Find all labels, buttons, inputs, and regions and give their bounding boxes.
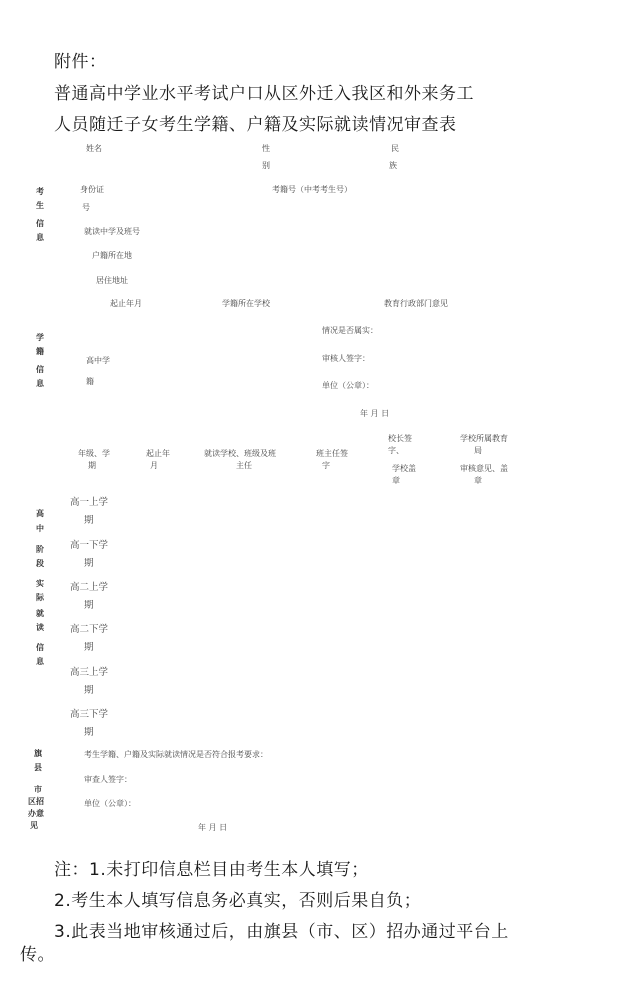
section-label: 见 bbox=[30, 821, 38, 830]
gender-label: 性 bbox=[262, 144, 270, 153]
section-label: 息 bbox=[36, 379, 44, 388]
name-label: 姓名 bbox=[86, 144, 102, 153]
high-school-label: 籍 bbox=[86, 377, 94, 386]
title-line-2: 人员随迁子女考生学籍、户籍及实际就读情况审查表 bbox=[54, 115, 457, 135]
col-principal-header: 章 bbox=[392, 476, 400, 485]
section-label: 旗 bbox=[34, 749, 42, 758]
hukou-label: 户籍所在地 bbox=[92, 251, 132, 260]
section-label: 县 bbox=[34, 763, 42, 772]
section-label: 市 bbox=[34, 785, 42, 794]
semester-row-label: 高三下学 bbox=[70, 709, 109, 720]
section-label: 考 bbox=[36, 187, 44, 196]
section-label: 信 bbox=[36, 643, 44, 652]
school-header: 学籍所在学校 bbox=[222, 299, 270, 308]
note-1: 注：1.未打印信息栏目由考生本人填写； bbox=[54, 860, 369, 880]
ethnicity-label: 民 bbox=[391, 144, 399, 153]
col-bureau-header: 局 bbox=[474, 446, 482, 455]
section-label: 息 bbox=[36, 233, 44, 242]
section-label: 办意 bbox=[28, 809, 44, 818]
note-2: 2.考生本人填写信息务必真实，否则后果自负； bbox=[54, 891, 422, 911]
col-principal-header: 校长签 bbox=[388, 434, 412, 443]
semester-row-label: 期 bbox=[84, 642, 94, 653]
col-school-header: 就读学校、班级及班 bbox=[204, 449, 276, 458]
ethnicity-label: 族 bbox=[389, 161, 397, 170]
semester-row-label: 高一下学 bbox=[70, 540, 109, 551]
note-3: 3.此表当地审核通过后，由旗县（市、区）招办通过平台上 bbox=[54, 922, 509, 942]
edu-dept-header: 教育行政部门意见 bbox=[384, 299, 448, 308]
qualification-question: 考生学籍、户籍及实际就读情况是否符合报考要求： bbox=[84, 750, 268, 759]
section-label: 区招 bbox=[28, 797, 44, 806]
section-label: 籍 bbox=[36, 347, 44, 356]
section-label: 阶 bbox=[36, 545, 44, 554]
section-label: 中 bbox=[36, 524, 44, 533]
date-label: 年 月 日 bbox=[198, 823, 228, 832]
section-label: 读 bbox=[36, 623, 44, 632]
col-principal-header: 字、 bbox=[388, 446, 404, 455]
reviewer-signature-label: 审查人签字： bbox=[84, 775, 132, 784]
section-label: 段 bbox=[36, 559, 44, 568]
verified-label: 情况是否属实： bbox=[322, 326, 378, 335]
period-header: 起止年月 bbox=[110, 299, 142, 308]
attachment-label: 附件： bbox=[54, 52, 107, 72]
gender-label: 别 bbox=[262, 161, 270, 170]
semester-row-label: 高二上学 bbox=[70, 582, 109, 593]
section-label: 学 bbox=[36, 333, 44, 342]
id-card-label: 号 bbox=[82, 203, 90, 212]
title-line-1: 普通高中学业水平考试户口从区外迁入我区和外来务工 bbox=[54, 84, 474, 104]
col-principal-header: 学校盖 bbox=[392, 464, 416, 473]
reviewer-signature-label: 审核人签字： bbox=[322, 354, 370, 363]
school-class-label: 就读中学及班号 bbox=[84, 227, 140, 236]
semester-row-label: 期 bbox=[84, 600, 94, 611]
col-period-header: 起止年 bbox=[146, 449, 170, 458]
col-period-header: 月 bbox=[150, 461, 158, 470]
semester-row-label: 高二下学 bbox=[70, 624, 109, 635]
section-label: 生 bbox=[36, 201, 44, 210]
note-3-continued: 传。 bbox=[20, 945, 55, 965]
high-school-label: 高中学 bbox=[86, 356, 110, 365]
section-label: 信 bbox=[36, 365, 44, 374]
col-bureau-header: 审核意见、盖 bbox=[460, 464, 508, 473]
col-teacher-sign-header: 字 bbox=[322, 461, 330, 470]
semester-row-label: 期 bbox=[84, 515, 94, 526]
col-grade-header: 期 bbox=[88, 461, 96, 470]
semester-row-label: 期 bbox=[84, 727, 94, 738]
address-label: 居住地址 bbox=[96, 276, 128, 285]
semester-row-label: 高三上学 bbox=[70, 667, 109, 678]
section-label: 高 bbox=[36, 509, 44, 518]
col-school-header: 主任 bbox=[236, 461, 252, 470]
section-label: 实 bbox=[36, 579, 44, 588]
semester-row-label: 期 bbox=[84, 558, 94, 569]
col-bureau-header: 章 bbox=[474, 476, 482, 485]
unit-seal-label: 单位（公章）： bbox=[322, 381, 374, 390]
exam-number-label: 考籍号（中考考生号） bbox=[272, 185, 352, 194]
semester-row-label: 高一上学 bbox=[70, 497, 109, 508]
col-bureau-header: 学校所属教育 bbox=[460, 434, 508, 443]
section-label: 就 bbox=[36, 609, 44, 618]
semester-row-label: 期 bbox=[84, 685, 94, 696]
section-label: 信 bbox=[36, 219, 44, 228]
section-label: 息 bbox=[36, 657, 44, 666]
unit-seal-label: 单位（公章）： bbox=[84, 799, 136, 808]
col-teacher-sign-header: 班主任签 bbox=[316, 449, 348, 458]
col-grade-header: 年级、学 bbox=[78, 449, 110, 458]
date-label: 年 月 日 bbox=[360, 409, 390, 418]
section-label: 际 bbox=[36, 593, 44, 602]
id-card-label: 身份证 bbox=[80, 185, 104, 194]
